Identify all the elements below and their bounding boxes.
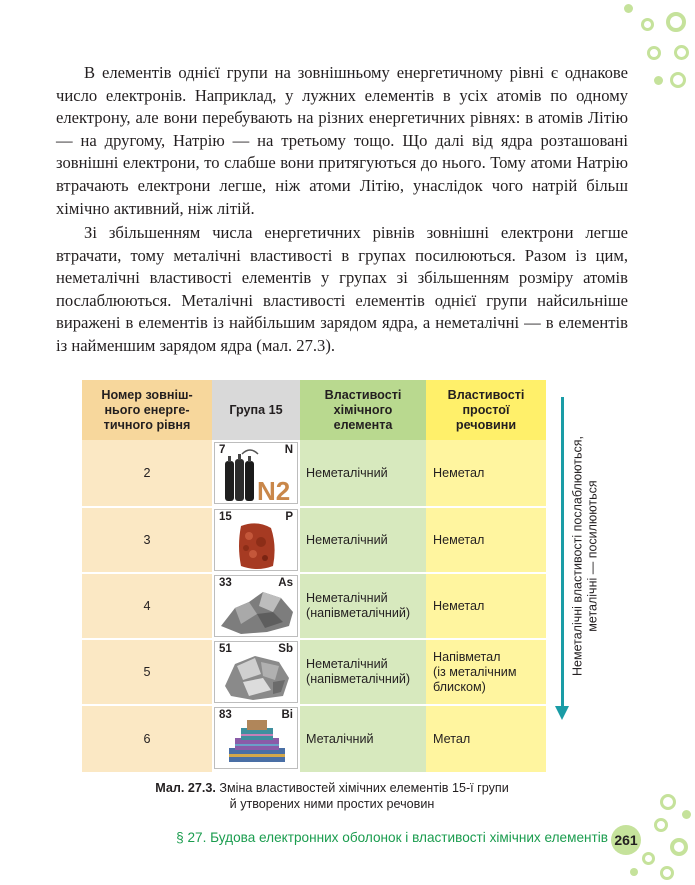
element-card-bismuth: [214, 707, 298, 769]
caption-label: Мал. 27.3.: [155, 781, 216, 795]
decor-circle: [670, 72, 686, 88]
element-symbol: Bi: [281, 709, 293, 721]
trend-label: Неметалічні властивості послаблюються, металічні — посилюються: [570, 436, 599, 676]
n2-cylinder-label: N2: [257, 476, 291, 505]
header-substance-prop: Властивості простої речовини: [447, 387, 525, 432]
element-card-antimony: [214, 641, 298, 703]
element-card-phosphorus: [214, 509, 298, 571]
decor-circle: [666, 12, 686, 32]
header-element-prop: Властивості хімічного елемента: [324, 387, 402, 432]
page-number: 261: [611, 825, 641, 855]
level-cell: 5: [143, 664, 151, 679]
decor-circle: [641, 18, 654, 31]
element-card-arsenic: [214, 575, 298, 637]
element-symbol: Sb: [278, 643, 293, 655]
element-symbol: As: [278, 577, 293, 589]
level-cell: 2: [143, 465, 151, 480]
substance-prop-cell: Неметал: [433, 465, 485, 480]
element-prop-cell: Неметалічний (напівметалічний): [306, 657, 411, 686]
decor-circle: [624, 4, 633, 13]
element-prop-cell: Неметалічний (напівметалічний): [306, 591, 411, 620]
decor-circle: [682, 810, 691, 819]
atomic-number: 7: [219, 444, 226, 456]
trend-arrow-head-icon: [555, 706, 569, 720]
level-cell: 3: [143, 532, 151, 547]
substance-prop-cell: Напівметал (із металічним блиском): [433, 649, 517, 694]
decor-circle: [674, 45, 689, 60]
element-prop-cell: Неметалічний: [306, 465, 388, 480]
substance-prop-cell: Неметал: [433, 532, 485, 547]
paragraph-1: В елементів однієї групи на зовнішньому енергетичному рівні є однакове число електронів. Наприклад, у лужних елементів в усіх атомів по одному електрону, але вони перебувають на різних енергетичних рівнях: в атомів Літію — на другому, Натрію — на третьому тощо. Що далі від ядра розташовані зовнішні електрони, то слабше вони притягуються до нього. Тому атоми Натрію втрачають електрони легше, ніж атоми Літію, унаслідок чого натрій більш хімічно активний, ніж літій.: [56, 63, 628, 218]
level-cell: 4: [143, 598, 151, 613]
atomic-number: 33: [219, 577, 232, 589]
substance-prop-cell: Метал: [433, 731, 471, 746]
running-footer: § 27. Будова електронних оболонок і властивості хімічних елементів: [176, 830, 608, 845]
element-prop-cell: Неметалічний: [306, 532, 388, 547]
group-15-table: [82, 380, 546, 772]
header-group: Група 15: [229, 402, 283, 417]
element-card-nitrogen: [214, 442, 298, 504]
decor-circle: [654, 818, 668, 832]
decor-circle: [647, 46, 661, 60]
paragraph-2: Зі збільшенням числа енергетичних рівнів зовнішні електрони легше втрачати, тому металічні властивості в групах посилюються. Разом із цим, неметалічні властивості елементів у групах зі збільшенням розміру атомів послаблюються. Металічні властивості елементів однієї групи найсильніше виражені в елементів із найбільшим зарядом ядра, а неметалічні — в елементів із найменшим зарядом ядра (мал. 27.3).: [56, 223, 628, 355]
decor-circle: [660, 794, 676, 810]
atomic-number: 15: [219, 511, 232, 523]
element-symbol: N: [284, 444, 293, 456]
atomic-number: 51: [219, 643, 232, 655]
decor-circle: [630, 868, 638, 876]
level-cell: 6: [143, 731, 151, 746]
decor-circle: [642, 852, 655, 865]
element-prop-cell: Металічний: [306, 731, 374, 746]
element-symbol: P: [285, 511, 293, 523]
decor-circle: [670, 838, 688, 856]
header-level: Номер зовніш- нього енерге- тичного рівня: [101, 387, 193, 432]
figure-caption: [82, 780, 582, 812]
atomic-number: 83: [219, 709, 232, 721]
caption-text: Зміна властивостей хімічних елементів 15-ї групи й утворених ними простих речовин: [219, 781, 509, 811]
decor-circle: [654, 76, 663, 85]
substance-prop-cell: Неметал: [433, 598, 485, 613]
decor-circle: [660, 866, 674, 880]
trend-arrow-shaft: [561, 397, 564, 712]
